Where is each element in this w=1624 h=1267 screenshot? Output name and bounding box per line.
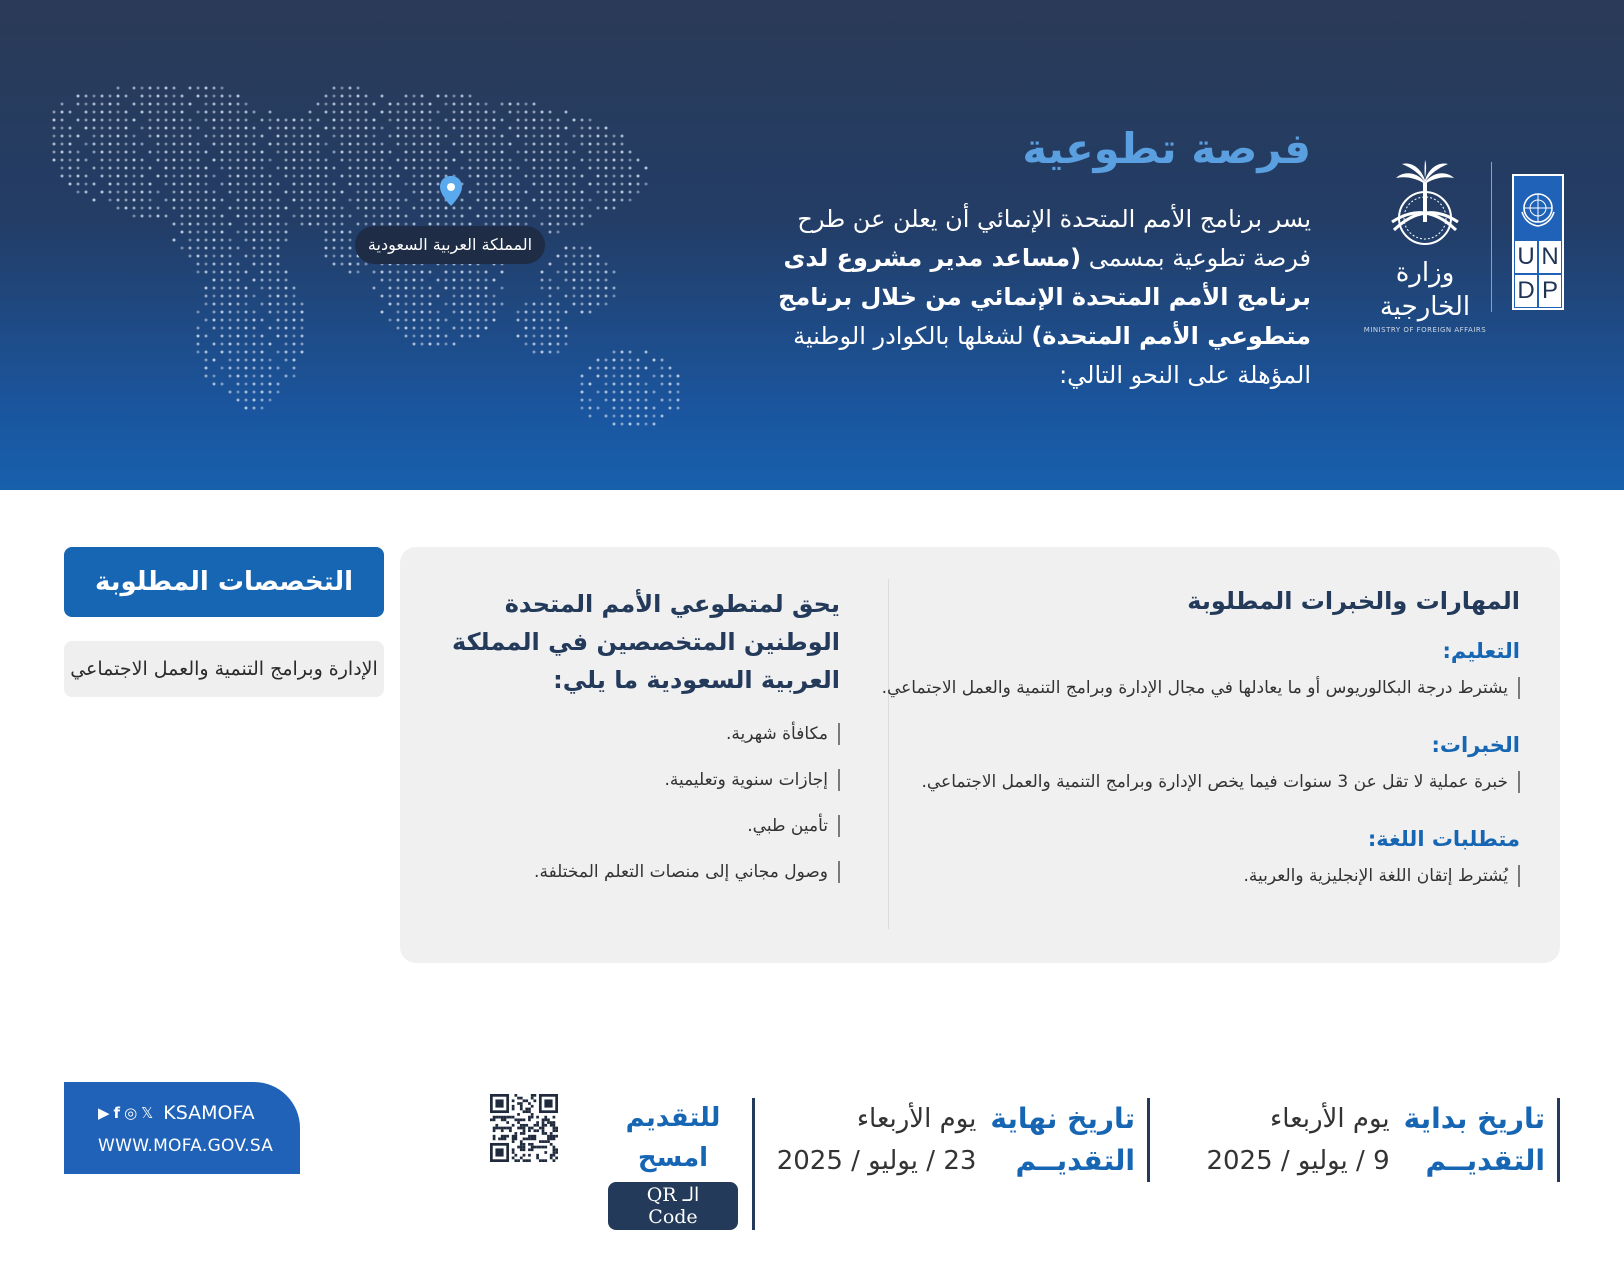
start-date-title-1: تاريخ بداية (1403, 1102, 1545, 1135)
website-url[interactable]: WWW.MOFA.GOV.SA (98, 1136, 274, 1156)
facebook-icon[interactable]: f (113, 1104, 121, 1122)
intro-paragraph (751, 200, 1311, 395)
experience-title: الخبرات: (1431, 733, 1520, 757)
apply-title: للتقديم امسح (625, 1103, 721, 1173)
intro-text-bold: (مساعد مدير مشروع لدى برنامج الأمم المتحدة الإنمائي من خلال برنامج متطوعي الأمم المتحدة) (778, 244, 1311, 350)
specialization-item: الإدارة وبرامج التنمية والعمل الاجتماعي (64, 641, 384, 697)
end-date-block (777, 1098, 1150, 1182)
experience-text: خبرة عملية لا تقل عن 3 سنوات فيما يخص الإدارة وبرامج التنمية والعمل الاجتماعي. (880, 771, 1520, 793)
hero-banner (0, 0, 1624, 490)
mofa-logo (1355, 160, 1495, 334)
mofa-arabic-name: وزارة الخارجية (1379, 258, 1471, 322)
benefit-item: إجازات سنوية وتعليمية. (420, 769, 840, 791)
social-row (98, 1102, 255, 1124)
details-panel (400, 547, 1560, 963)
saudi-emblem-icon (1380, 160, 1470, 260)
qr-code-pill: الـ QR Code (608, 1182, 738, 1230)
social-handle[interactable]: KSAMOFA (163, 1102, 255, 1124)
location-pin-icon (440, 176, 462, 206)
benefits-title: يحق لمتطوعي الأمم المتحدة الوطنين المتخصصين في المملكة العربية السعودية ما يلي: (452, 590, 840, 694)
specializations-header: التخصصات المطلوبة (64, 547, 384, 617)
end-date-title-2: التقديــم (1015, 1144, 1135, 1177)
skills-section (880, 587, 1520, 921)
undp-letter-u: U (1514, 240, 1538, 274)
intro-text-2: لشغلها بالكوادر الوطنية المؤهلة على النحو التالي: (793, 322, 1311, 389)
benefit-item: مكافأة شهرية. (420, 723, 840, 745)
education-text: يشترط درجة البكالوريوس أو ما يعادلها في مجال الإدارة وبرامج التنمية والعمل الاجتماعي. (880, 677, 1520, 699)
start-date: 9 / يوليو / 2025 (1206, 1146, 1390, 1176)
language-text: يُشترط إتقان اللغة الإنجليزية والعربية. (880, 865, 1520, 887)
end-day: يوم الأربعاء (856, 1104, 977, 1134)
end-date-title-1: تاريخ نهاية (990, 1102, 1135, 1135)
undp-letter-d: D (1514, 274, 1538, 308)
skills-title: المهارات والخبرات المطلوبة (1187, 587, 1520, 615)
map-label-saudi: المملكة العربية السعودية (355, 226, 545, 264)
undp-letter-p: P (1538, 274, 1562, 308)
benefit-item: وصول مجاني إلى منصات التعلم المختلفة. (420, 861, 840, 883)
qr-code[interactable] (490, 1082, 558, 1174)
youtube-icon[interactable]: ▶ (98, 1104, 110, 1122)
apply-block (608, 1098, 755, 1230)
benefits-section (420, 585, 840, 907)
instagram-icon[interactable]: ◎ (124, 1104, 138, 1122)
language-title: متطلبات اللغة: (1367, 827, 1520, 851)
social-box (64, 1082, 300, 1174)
start-date-block (1206, 1098, 1560, 1182)
x-icon[interactable]: 𝕏 (141, 1104, 154, 1122)
intro-text-1: يسر برنامج الأمم المتحدة الإنمائي أن يعلن عن طرح فرصة تطوعية بمسمى (797, 205, 1311, 272)
un-emblem-icon (1518, 188, 1558, 228)
mofa-english-name: MINISTRY OF FOREIGN AFFAIRS (1363, 326, 1487, 334)
undp-letter-n: N (1538, 240, 1562, 274)
page-title: فرصة تطوعية (1022, 124, 1311, 173)
start-date-title-2: التقديــم (1425, 1144, 1545, 1177)
end-date: 23 / يوليو / 2025 (776, 1146, 977, 1176)
education-title: التعليم: (1442, 639, 1520, 663)
logo-divider (1491, 162, 1492, 312)
benefit-item: تأمين طبي. (420, 815, 840, 837)
start-day: يوم الأربعاء (1270, 1104, 1390, 1134)
undp-logo (1512, 174, 1564, 310)
